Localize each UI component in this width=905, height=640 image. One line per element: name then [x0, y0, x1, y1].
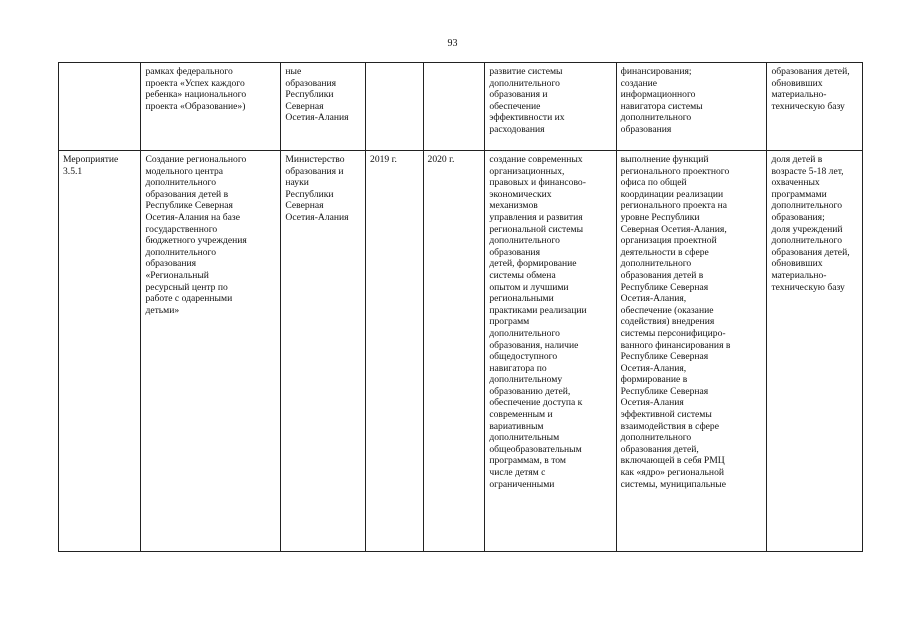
cell-measure-name: Мероприятие 3.5.1 — [59, 151, 141, 552]
cell-description: рамках федерального проекта «Успех каждого ребенка» национального проекта «Образование») — [141, 63, 281, 151]
cell-start-year — [366, 63, 424, 151]
cell-expected-result: создание современных организационных, правовых и финансово- экономических механизмов управления и развития региональной системы дополнительного образования детей, формирование системы обмена опытом и лучшими региональными практиками реализации программ дополнительного образования, наличие общедоступного навигатора по дополнительному образованию детей, обеспечение доступа к современным и вариативным дополнительным общеобразовательным программам, в том числе детям с ограниченными — [485, 151, 616, 552]
cell-end-year: 2020 г. — [423, 151, 485, 552]
cell-indicators: доля детей в возрасте 5-18 лет, охваченных программами дополнительного образования; доля учреждений дополнительного образования детей, обновивших материально- техническую базу — [767, 151, 863, 552]
cell-main-directions: выполнение функций регионального проектного офиса по общей координации реализации регионального проекта на уровне Республики Северная Осетия-Алания, организация проектной деятельности в сфере дополнительного образования детей в Республике Северная Осетия-Алания, обеспечение (оказание содействия) внедрения системы персонифициро- ванного финансирования в Республике Северная Осетия-Алания, формирование в Республике Северная Осетия-Алания эффективной системы взаимодействия в сфере дополнительного образования детей, включающей в себя РМЦ как «ядро» региональной системы, муниципальные — [616, 151, 767, 552]
cell-indicators: образования детей, обновивших материально- техническую базу — [767, 63, 863, 151]
table-row — [59, 63, 863, 151]
cell-responsible: ные образования Республики Северная Осетия-Алания — [281, 63, 366, 151]
page-number: 93 — [447, 38, 458, 49]
cell-responsible: Министерство образования и науки Республики Северная Осетия-Алания — [281, 151, 366, 552]
cell-start-year: 2019 г. — [366, 151, 424, 552]
cell-description: Создание регионального модельного центра дополнительного образования детей в Республике Северная Осетия-Алания на базе государственного бюджетного учреждения дополнительного образования «Региональный ресурсный центр по работе с одаренными детьми» — [141, 151, 281, 552]
cell-end-year — [423, 63, 485, 151]
measures-table — [58, 62, 863, 552]
cell-expected-result: развитие системы дополнительного образования и обеспечение эффективности их расходования — [485, 63, 616, 151]
cell-measure-name — [59, 63, 141, 151]
cell-main-directions: финансирования; создание информационного навигатора системы дополнительного образования — [616, 63, 767, 151]
table-row — [59, 151, 863, 552]
